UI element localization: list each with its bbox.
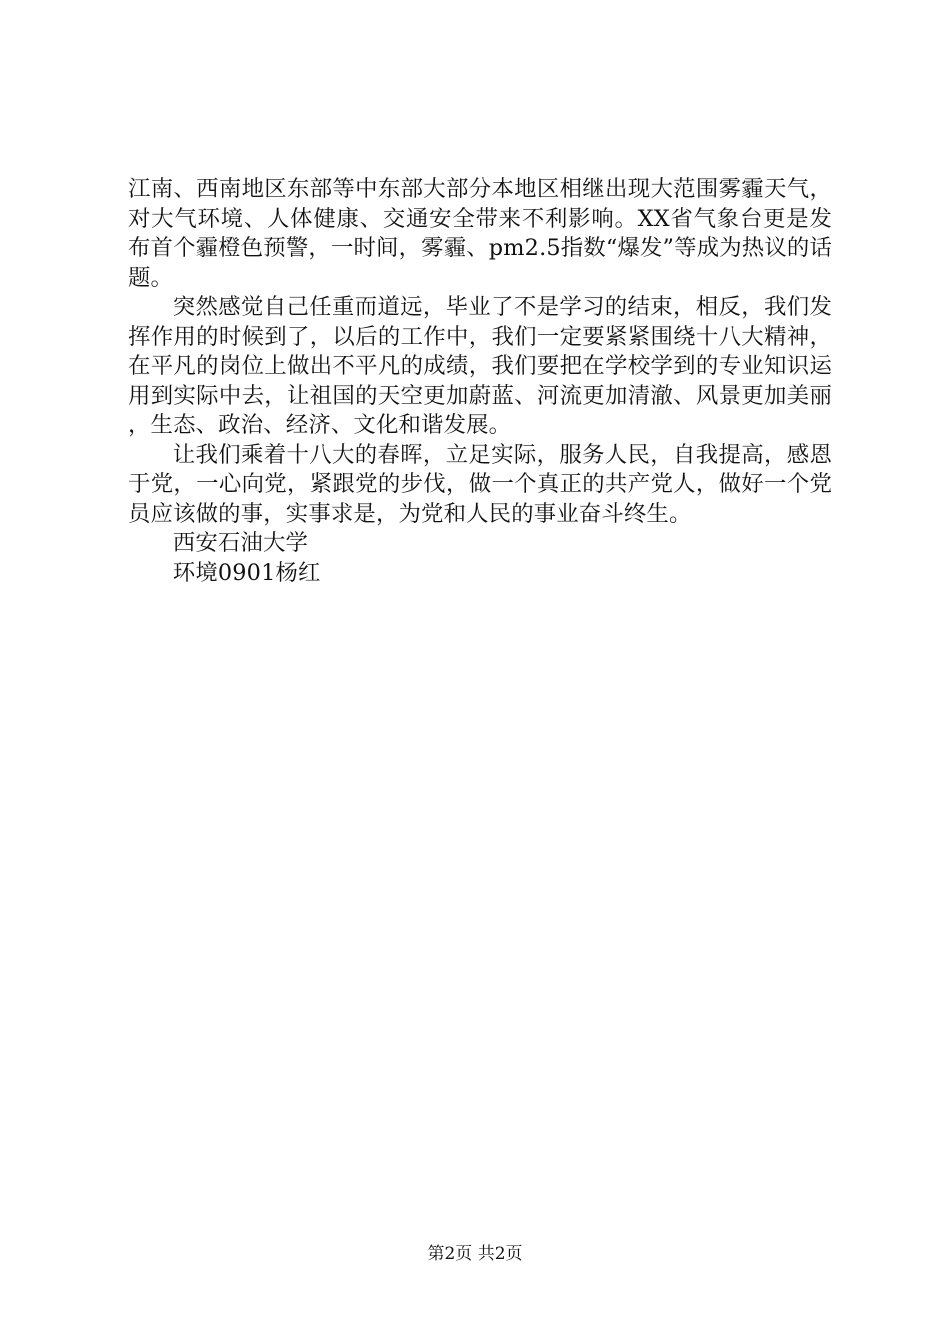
signature-school: 西安石油大学 (172, 530, 309, 556)
paragraph-continuation: 江南、西南地区东部等中东部大部分本地区相继出现大范围雾霾天气，对大气环境、人体健康、交通安全带来不利影响。XX省气象台更是发布首个霾橙色预警，一时间，雾霾、pm2.5指数“爆发”等成为热议的话题。 (128, 176, 832, 291)
document-body (128, 175, 832, 588)
page-footer: 第2页 共2页 (427, 1244, 523, 1264)
paragraph-responsibility: 突然感觉自己任重而道远，毕业了不是学习的结束，相反，我们发挥作用的时候到了，以后的工作中，我们一定要紧紧围绕十八大精神，在平凡的岗位上做出不平凡的成绩，我们要把在学校学到的专业知识运用到实际中去，让祖国的天空更加蔚蓝、河流更加清澈、风景更加美丽，生态、政治、经济、文化和谐发展。 (128, 294, 832, 438)
signature-author: 环境0901杨红 (172, 559, 321, 586)
paragraph-conclusion: 让我们乘着十八大的春晖，立足实际，服务人民，自我提高，感恩于党，一心向党，紧跟党的步伐，做一个真正的共产党人，做好一个党员应该做的事，实事求是，为党和人民的事业奋斗终生。 (128, 441, 832, 527)
